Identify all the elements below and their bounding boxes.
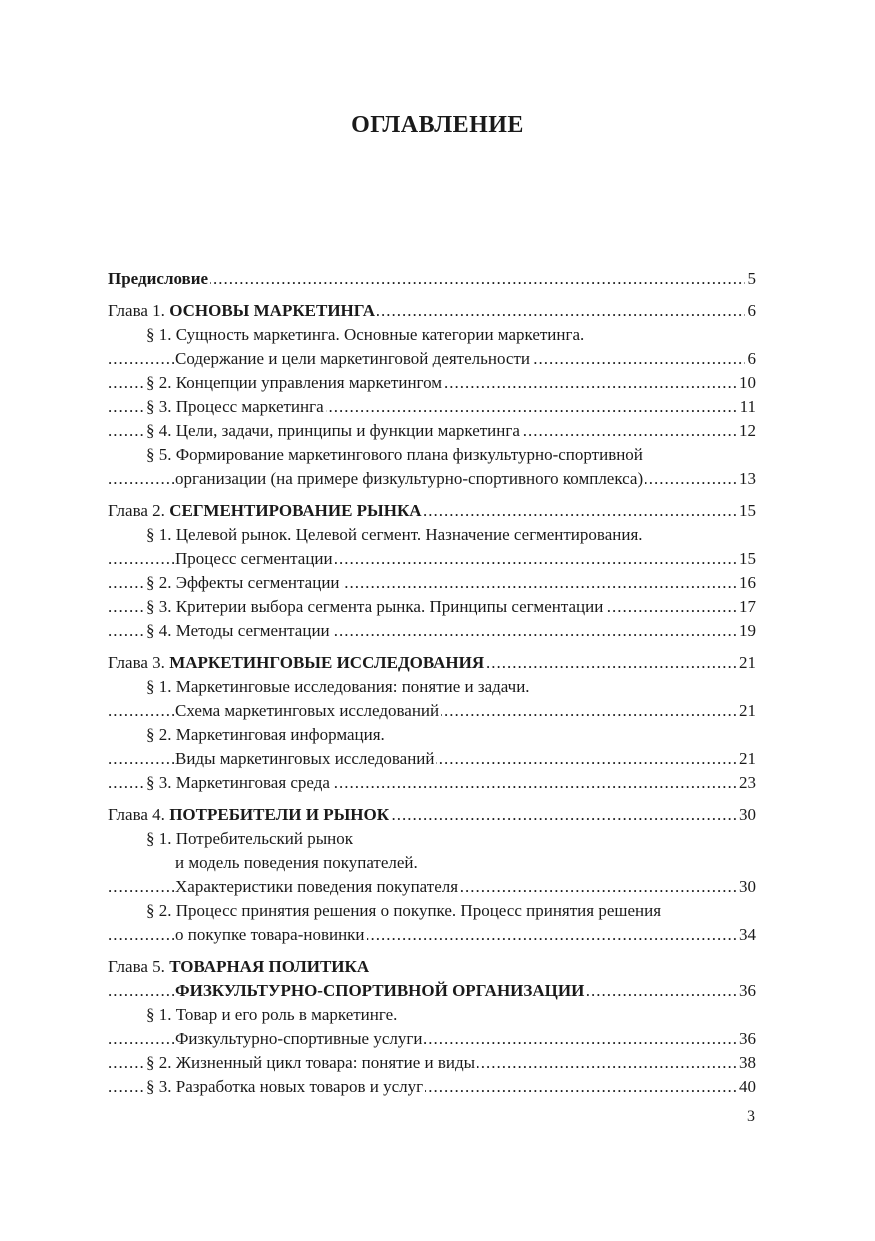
toc-page-number: 10 — [736, 371, 756, 395]
toc-page-number: 13 — [736, 467, 756, 491]
toc-section-1-5-line2[interactable] — [108, 467, 756, 491]
section-title-continued: Виды маркетинговых исследований — [175, 749, 435, 768]
toc-section-2-1-line1[interactable] — [108, 523, 756, 547]
section-title-continued: Характеристики поведения покупателя — [175, 877, 459, 896]
section-title: § 5. Формирование маркетингового плана физкультурно-спортивной — [146, 445, 643, 464]
page-number: 3 — [747, 1108, 755, 1125]
section-title-continued: Схема маркетинговых исследований — [175, 701, 440, 720]
toc-section-3-3[interactable] — [108, 771, 756, 795]
toc-chapter-3[interactable] — [108, 651, 756, 675]
chapter-prefix: Глава 3. — [108, 653, 170, 672]
chapter-prefix: Глава 4. — [108, 805, 170, 824]
toc-chapter-5-line2[interactable] — [108, 979, 756, 1003]
toc-section-2-1-line2[interactable] — [108, 547, 756, 571]
section-title-continued: и модель поведения покупателей. — [175, 853, 418, 872]
toc-page-number: 16 — [736, 571, 756, 595]
section-title: § 3. Критерии выбора сегмента рынка. Принципы сегментации — [146, 597, 604, 616]
toc-page-number: 36 — [736, 1027, 756, 1051]
toc-page-number: 5 — [745, 267, 757, 291]
section-title: § 2. Концепции управления маркетингом — [146, 373, 443, 392]
toc-page-number: 19 — [736, 619, 756, 643]
chapter-title: ПОТРЕБИТЕЛИ И РЫНОК — [169, 805, 390, 824]
section-title: § 1. Сущность маркетинга. Основные категории маркетинга. — [146, 325, 585, 344]
section-title: § 3. Процесс маркетинга — [146, 397, 324, 416]
table-of-contents — [108, 267, 756, 1107]
toc-page-number: 23 — [736, 771, 756, 795]
toc-group-chapter-1 — [108, 299, 756, 491]
chapter-title: ОСНОВЫ МАРКЕТИНГА — [169, 301, 376, 320]
toc-section-3-2-line2[interactable] — [108, 747, 756, 771]
toc-section-2-4[interactable] — [108, 619, 756, 643]
toc-page-number: 40 — [736, 1075, 756, 1099]
toc-page-number: 15 — [736, 499, 756, 523]
toc-section-4-2-line2[interactable] — [108, 923, 756, 947]
chapter-title-continued: ФИЗКУЛЬТУРНО-СПОРТИВНОЙ ОРГАНИЗАЦИИ — [175, 981, 585, 1000]
toc-page-number: 11 — [737, 395, 756, 419]
section-title-continued: организации (на примере физкультурно-спортивного комплекса) — [175, 469, 644, 488]
toc-chapter-1[interactable] — [108, 299, 756, 323]
toc-chapter-4[interactable] — [108, 803, 756, 827]
toc-group-chapter-4 — [108, 803, 756, 947]
section-title: § 1. Товар и его роль в маркетинге. — [146, 1005, 398, 1024]
toc-page-number: 21 — [736, 699, 756, 723]
toc-page-number: 15 — [736, 547, 756, 571]
toc-section-2-2[interactable] — [108, 571, 756, 595]
toc-section-1-4[interactable] — [108, 419, 756, 443]
section-title: § 2. Маркетинговая информация. — [146, 725, 385, 744]
toc-entry-preface[interactable] — [108, 267, 756, 291]
toc-section-1-5-line1[interactable] — [108, 443, 756, 467]
toc-page-number: 36 — [736, 979, 756, 1003]
toc-page-number: 30 — [736, 803, 756, 827]
section-title-continued: Содержание и цели маркетинговой деятельности — [175, 349, 530, 368]
toc-page-number: 12 — [736, 419, 756, 443]
section-title: § 1. Маркетинговые исследования: понятие и задачи. — [146, 677, 530, 696]
chapter-title: МАРКЕТИНГОВЫЕ ИССЛЕДОВАНИЯ — [169, 653, 485, 672]
toc-section-1-1-line1[interactable] — [108, 323, 756, 347]
chapter-prefix: Глава 2. — [108, 501, 170, 520]
section-title: § 4. Методы сегментации — [146, 621, 330, 640]
toc-section-5-1-line2[interactable] — [108, 1027, 756, 1051]
toc-section-4-1-line3[interactable] — [108, 875, 756, 899]
section-title: § 1. Целевой рынок. Целевой сегмент. Назначение сегментирования. — [146, 525, 643, 544]
toc-page-number: 21 — [736, 651, 756, 675]
section-title: § 2. Жизненный цикл товара: понятие и виды — [146, 1053, 476, 1072]
toc-section-1-2[interactable] — [108, 371, 756, 395]
toc-page-number: 17 — [736, 595, 756, 619]
section-title-continued: о покупке товара-новинки — [175, 925, 365, 944]
toc-chapter-2[interactable] — [108, 499, 756, 523]
chapter-prefix: Глава 1. — [108, 301, 170, 320]
section-title: § 1. Потребительский рынок — [146, 829, 353, 848]
toc-section-1-3[interactable] — [108, 395, 756, 419]
toc-section-4-2-line1[interactable] — [108, 899, 756, 923]
toc-section-3-1-line1[interactable] — [108, 675, 756, 699]
toc-section-2-3[interactable] — [108, 595, 756, 619]
toc-section-5-1-line1[interactable] — [108, 1003, 756, 1027]
toc-page-number: 21 — [736, 747, 756, 771]
toc-section-1-1-line2[interactable] — [108, 347, 756, 371]
section-title-continued: Процесс сегментации — [175, 549, 333, 568]
toc-section-5-2[interactable] — [108, 1051, 756, 1075]
section-title: § 3. Маркетинговая среда — [146, 773, 330, 792]
section-title: § 3. Разработка новых товаров и услуг — [146, 1077, 424, 1096]
toc-section-3-2-line1[interactable] — [108, 723, 756, 747]
toc-group-preface — [108, 267, 756, 291]
toc-group-chapter-5 — [108, 955, 756, 1099]
chapter-title: СЕГМЕНТИРОВАНИЕ РЫНКА — [169, 501, 422, 520]
toc-page-number: 6 — [745, 299, 757, 323]
page-title: ОГЛАВЛЕНИЕ — [351, 112, 524, 138]
toc-section-4-1-line2[interactable] — [108, 851, 756, 875]
toc-page-number: 34 — [736, 923, 756, 947]
toc-group-chapter-2 — [108, 499, 756, 643]
toc-chapter-5-line1[interactable] — [108, 955, 756, 979]
section-title: § 2. Эффекты сегментации — [146, 573, 340, 592]
section-title: § 2. Процесс принятия решения о покупке. Процесс принятия решения — [146, 901, 662, 920]
section-title-continued: Физкультурно-спортивные услуги — [175, 1029, 423, 1048]
toc-page-number: 30 — [736, 875, 756, 899]
toc-page-number: 6 — [745, 347, 757, 371]
toc-section-3-1-line2[interactable] — [108, 699, 756, 723]
toc-page-number: 38 — [736, 1051, 756, 1075]
chapter-title: ТОВАРНАЯ ПОЛИТИКА — [169, 957, 370, 976]
toc-group-chapter-3 — [108, 651, 756, 795]
section-title: § 4. Цели, задачи, принципы и функции маркетинга — [146, 421, 520, 440]
chapter-prefix: Глава 5. — [108, 957, 170, 976]
toc-entry-label: Предисловие — [108, 269, 209, 288]
toc-section-4-1-line1[interactable] — [108, 827, 756, 851]
toc-section-5-3[interactable] — [108, 1075, 756, 1099]
